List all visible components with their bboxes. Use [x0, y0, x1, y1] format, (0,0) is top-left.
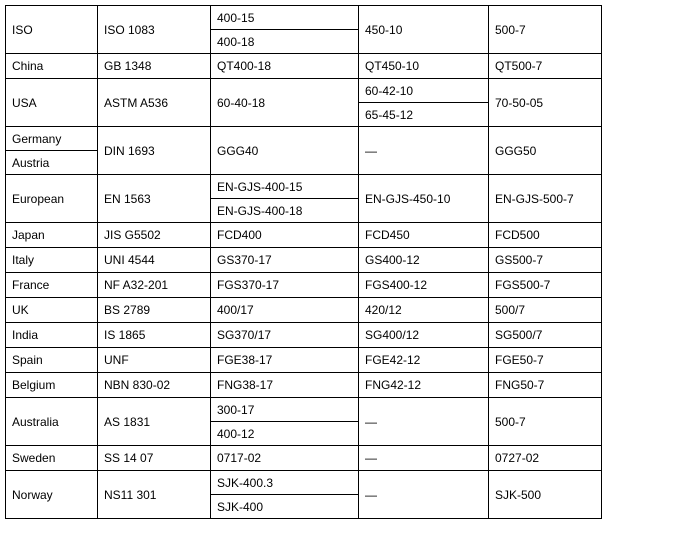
grade-400-cell: SG370/17: [211, 323, 359, 348]
grade-400-cell: FNG38-17: [211, 373, 359, 398]
table-row: [6, 127, 602, 151]
country-cell: Japan: [6, 223, 98, 248]
table-row: [6, 323, 602, 348]
grade-450-cell: SG400/12: [359, 323, 489, 348]
standard-cell: NF A32-201: [98, 273, 211, 298]
country-cell: India: [6, 323, 98, 348]
grade-500-cell: 500-7: [489, 398, 602, 446]
grade-400-cell: 0717-02: [211, 446, 359, 471]
grade-450-cell: FGS400-12: [359, 273, 489, 298]
standard-cell: ISO 1083: [98, 6, 211, 54]
standard-cell: NS11 301: [98, 471, 211, 519]
grade-400-cell: 60-40-18: [211, 79, 359, 127]
grade-450-cell: —: [359, 471, 489, 519]
grade-500-cell: FGE50-7: [489, 348, 602, 373]
grade-450-cell: —: [359, 398, 489, 446]
country-cell: USA: [6, 79, 98, 127]
grade-500-cell: SG500/7: [489, 323, 602, 348]
grade-400-cell: GS370-17: [211, 248, 359, 273]
grade-400-cell: FCD400: [211, 223, 359, 248]
grade-400-cell: EN-GJS-400-15: [211, 175, 359, 199]
grade-450-cell: GS400-12: [359, 248, 489, 273]
grade-400-cell: FGE38-17: [211, 348, 359, 373]
grade-400-cell: 400-12: [211, 422, 359, 446]
grade-450-cell: —: [359, 446, 489, 471]
grade-500-cell: 70-50-05: [489, 79, 602, 127]
country-cell: Germany: [6, 127, 98, 151]
grade-500-cell: 500/7: [489, 298, 602, 323]
grade-500-cell: EN-GJS-500-7: [489, 175, 602, 223]
table-row: [6, 446, 602, 471]
country-cell: Sweden: [6, 446, 98, 471]
country-cell: Australia: [6, 398, 98, 446]
country-cell: China: [6, 54, 98, 79]
grade-500-cell: FCD500: [489, 223, 602, 248]
grade-450-cell: FNG42-12: [359, 373, 489, 398]
grade-comparison-table: [5, 5, 602, 519]
table-row: [6, 298, 602, 323]
standard-cell: AS 1831: [98, 398, 211, 446]
grade-500-cell: QT500-7: [489, 54, 602, 79]
grade-400-cell: GGG40: [211, 127, 359, 175]
grade-500-cell: SJK-500: [489, 471, 602, 519]
grade-400-cell: 400/17: [211, 298, 359, 323]
standard-cell: UNI 4544: [98, 248, 211, 273]
table-body: [6, 6, 602, 519]
table-row: [6, 398, 602, 422]
standard-cell: EN 1563: [98, 175, 211, 223]
grade-400-cell: SJK-400.3: [211, 471, 359, 495]
grade-450-cell: 450-10: [359, 6, 489, 54]
standard-cell: SS 14 07: [98, 446, 211, 471]
grade-500-cell: FNG50-7: [489, 373, 602, 398]
grade-450-cell: —: [359, 127, 489, 175]
table-row: [6, 348, 602, 373]
table-row: [6, 6, 602, 30]
standard-cell: ASTM A536: [98, 79, 211, 127]
grade-400-cell: SJK-400: [211, 495, 359, 519]
standard-cell: GB 1348: [98, 54, 211, 79]
grade-400-cell: QT400-18: [211, 54, 359, 79]
grade-500-cell: FGS500-7: [489, 273, 602, 298]
grade-450-cell: 60-42-10: [359, 79, 489, 103]
grade-450-cell: 65-45-12: [359, 103, 489, 127]
country-cell: Italy: [6, 248, 98, 273]
standard-cell: JIS G5502: [98, 223, 211, 248]
table-row: [6, 273, 602, 298]
grade-500-cell: 500-7: [489, 6, 602, 54]
grade-400-cell: 300-17: [211, 398, 359, 422]
grade-450-cell: 420/12: [359, 298, 489, 323]
grade-400-cell: 400-15: [211, 6, 359, 30]
table-row: [6, 471, 602, 495]
grade-450-cell: QT450-10: [359, 54, 489, 79]
grade-450-cell: FGE42-12: [359, 348, 489, 373]
grade-400-cell: EN-GJS-400-18: [211, 199, 359, 223]
grade-400-cell: FGS370-17: [211, 273, 359, 298]
country-cell: Belgium: [6, 373, 98, 398]
country-cell: Norway: [6, 471, 98, 519]
grade-500-cell: GGG50: [489, 127, 602, 175]
country-cell: ISO: [6, 6, 98, 54]
standard-cell: BS 2789: [98, 298, 211, 323]
country-cell: Austria: [6, 151, 98, 175]
table-row: [6, 79, 602, 103]
grade-450-cell: FCD450: [359, 223, 489, 248]
standard-cell: NBN 830-02: [98, 373, 211, 398]
table-row: [6, 175, 602, 199]
table-row: [6, 54, 602, 79]
table-row: [6, 248, 602, 273]
grade-500-cell: GS500-7: [489, 248, 602, 273]
standard-cell: UNF: [98, 348, 211, 373]
grade-500-cell: 0727-02: [489, 446, 602, 471]
country-cell: UK: [6, 298, 98, 323]
table-row: [6, 373, 602, 398]
table-row: [6, 223, 602, 248]
standard-cell: DIN 1693: [98, 127, 211, 175]
grade-450-cell: EN-GJS-450-10: [359, 175, 489, 223]
country-cell: France: [6, 273, 98, 298]
country-cell: Spain: [6, 348, 98, 373]
standard-cell: IS 1865: [98, 323, 211, 348]
grade-400-cell: 400-18: [211, 30, 359, 54]
country-cell: European: [6, 175, 98, 223]
